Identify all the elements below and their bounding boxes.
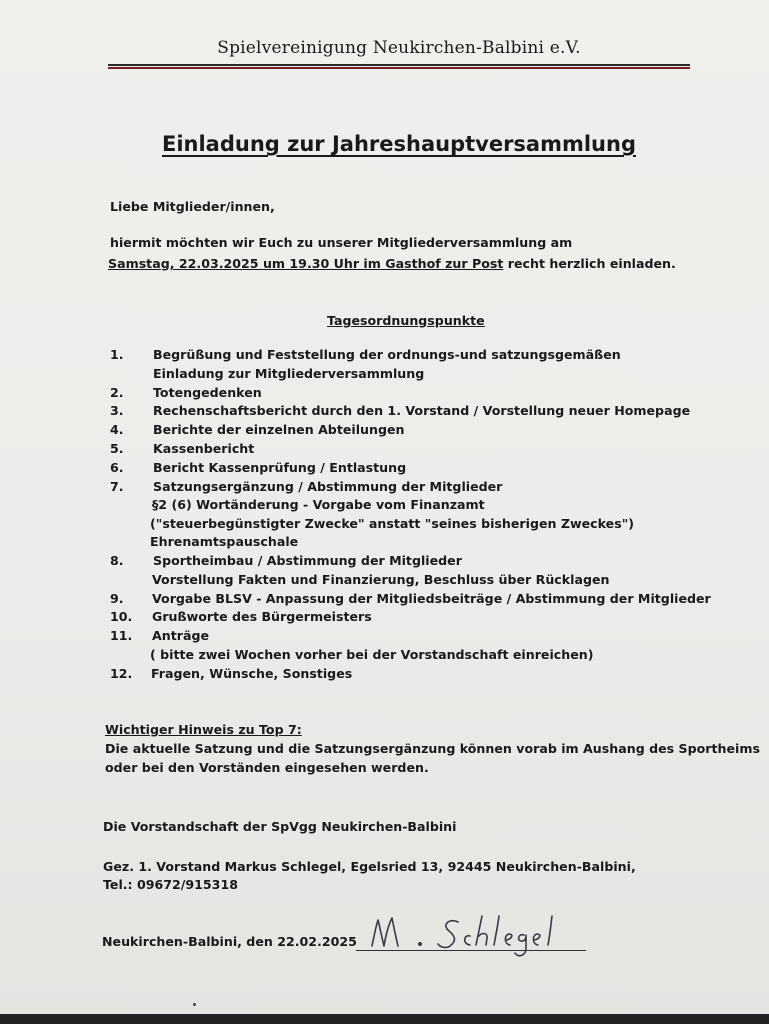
agenda-item: Bericht Kassenprüfung / Entlastung	[153, 460, 407, 475]
agenda-number: 3.	[110, 403, 124, 418]
agenda-item-continuation: Vorstellung Fakten und Finanzierung, Beschluss über Rücklagen	[152, 572, 610, 587]
agenda-item: Totengedenken	[153, 385, 262, 400]
agenda-number: 4.	[110, 422, 124, 437]
agenda-number: 6.	[110, 460, 124, 475]
intro-line-2	[108, 256, 676, 271]
agenda-item: Grußworte des Bürgermeisters	[152, 609, 372, 624]
place-date: Neukirchen-Balbini, den 22.02.2025	[102, 934, 357, 949]
agenda-item-continuation: Einladung zur Mitgliederversammlung	[153, 366, 425, 381]
agenda-item-continuation: Ehrenamtspauschale	[150, 534, 299, 549]
intro-line-1: hiermit möchten wir Euch zu unserer Mitgliederversammlung am	[110, 235, 573, 250]
board-signoff: Die Vorstandschaft der SpVgg Neukirchen-Balbini	[103, 819, 457, 834]
agenda-item-continuation: ("steuerbegünstigter Zwecke" anstatt "seines bisherigen Zweckes")	[150, 516, 635, 531]
bottom-edge-shadow	[0, 1014, 769, 1024]
agenda-number: 5.	[110, 441, 124, 456]
agenda-item: Satzungsergänzung / Abstimmung der Mitglieder	[153, 479, 503, 494]
agenda-number: 1.	[110, 347, 124, 362]
greeting: Liebe Mitglieder/innen,	[110, 199, 275, 214]
agenda-item: Sportheimbau / Abstimmung der Mitglieder	[153, 553, 462, 568]
handwritten-signature	[358, 908, 586, 962]
signature-line	[356, 950, 586, 951]
note-line-1: Die aktuelle Satzung und die Satzungsergänzung können vorab im Aushang des Sportheims	[105, 741, 760, 756]
intro-line-2-rest: recht herzlich einladen.	[503, 256, 676, 271]
agenda-item: Kassenbericht	[153, 441, 255, 456]
header-rule-dark	[108, 64, 690, 66]
club-header: Spielvereinigung Neukirchen-Balbini e.V.	[217, 38, 581, 58]
signed-by-line-1: Gez. 1. Vorstand Markus Schlegel, Egelsried 13, 92445 Neukirchen-Balbini,	[103, 859, 636, 874]
note-heading: Wichtiger Hinweis zu Top 7:	[105, 722, 302, 737]
page-title: Einladung zur Jahreshauptversammlung	[161, 132, 636, 156]
agenda-item: Fragen, Wünsche, Sonstiges	[151, 666, 353, 681]
agenda-item: Begrüßung und Feststellung der ordnungs-und satzungsgemäßen	[153, 347, 621, 362]
signed-by-line-2: Tel.: 09672/915318	[103, 877, 238, 892]
agenda-heading: Tagesordnungspunkte	[327, 313, 485, 328]
agenda-number: 2.	[110, 385, 124, 400]
agenda-item-continuation: §2 (6) Wortänderung - Vorgabe vom Finanzamt	[152, 497, 485, 512]
paper-speck	[193, 1003, 196, 1006]
agenda-number: 9.	[110, 591, 124, 606]
agenda-number: 8.	[110, 553, 124, 568]
agenda-item: Berichte der einzelnen Abteilungen	[153, 422, 405, 437]
agenda-number: 11.	[110, 628, 133, 643]
agenda-item: Anträge	[152, 628, 209, 643]
header-rule-red	[108, 67, 690, 69]
agenda-number: 10.	[110, 609, 133, 624]
agenda-item: Rechenschaftsbericht durch den 1. Vorstand / Vorstellung neuer Homepage	[153, 403, 691, 418]
agenda-number: 7.	[110, 479, 124, 494]
agenda-item: Vorgabe BLSV - Anpassung der Mitgliedsbeiträge / Abstimmung der Mitglieder	[152, 591, 711, 606]
agenda-number: 12.	[110, 666, 133, 681]
note-line-2: oder bei den Vorständen eingesehen werden.	[105, 760, 429, 775]
meeting-date-location: Samstag, 22.03.2025 um 19.30 Uhr im Gasthof zur Post	[108, 256, 504, 271]
agenda-item-continuation: ( bitte zwei Wochen vorher bei der Vorstandschaft einreichen)	[150, 647, 594, 662]
